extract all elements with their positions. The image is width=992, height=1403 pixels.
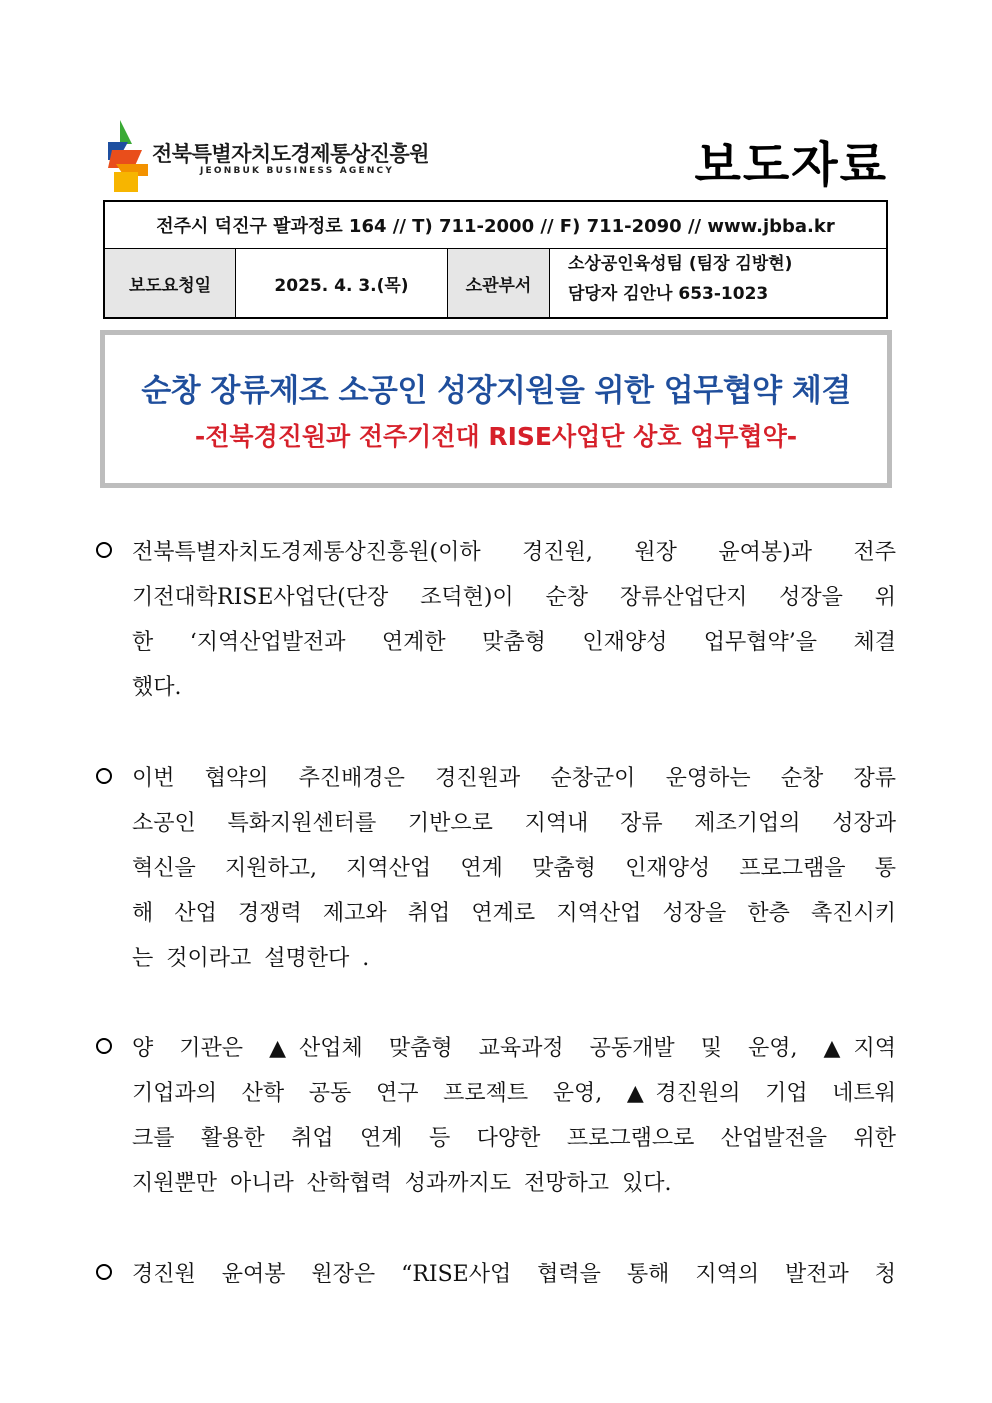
paragraph-line: 기업과의 산학 공동 연구 프로젝트 운영, ▲경진원의 기업 네트워 (132, 1081, 896, 1106)
paragraph-1 (96, 530, 896, 710)
paragraph-line: 이번 협약의 추진배경은 경진원과 순창군이 운영하는 순창 장류 (132, 766, 896, 791)
org-name-english: JEONBUK BUSINESS AGENCY (200, 166, 395, 176)
paragraph-line: 기전대학RISE사업단(단장 조덕현)이 순창 장류산업단지 성장을 위 (132, 585, 896, 610)
department-value (550, 249, 886, 317)
circle-bullet-icon (96, 542, 112, 558)
circle-bullet-icon (96, 1038, 112, 1054)
request-info-row (105, 249, 886, 317)
paragraph-line: 전북특별자치도경제통상진흥원(이하 경진원, 원장 윤여봉)과 전주 (132, 540, 896, 565)
circle-bullet-icon (96, 768, 112, 784)
paragraph-line: 경진원 윤여봉 원장은 “RISE사업 협력을 통해 지역의 발전과 청 (132, 1262, 896, 1287)
paragraph-line: 양 기관은 ▲산업체 맞춤형 교육과정 공동개발 및 운영, ▲지역 (132, 1036, 896, 1061)
headline: 순창 장류제조 소공인 성장지원을 위한 업무협약 체결 (141, 373, 851, 409)
department-team: 소상공인육성팀 (팀장 김방현) (568, 254, 793, 274)
address-row (105, 202, 886, 249)
address-contact-text: 전주시 덕진구 팔과정로 164 // T) 711-2000 // F) 711-2090 // www.jbba.kr (156, 216, 835, 237)
paragraph-line: 혁신을 지원하고, 지역산업 연계 맞춤형 인재양성 프로그램을 통 (132, 856, 896, 881)
paragraph-3 (96, 1026, 896, 1206)
paragraph-line: 는 것이라고 설명한다 . (132, 946, 370, 971)
paragraph-line: 크를 활용한 취업 연계 등 다양한 프로그램으로 산업발전을 위한 (132, 1126, 896, 1151)
paragraph-line: 해 산업 경쟁력 제고와 취업 연계로 지역산업 성장을 한층 촉진시키 (132, 901, 896, 926)
department-label: 소관부서 (448, 249, 550, 317)
contact-info-table (103, 200, 888, 319)
agency-logo (108, 120, 150, 192)
request-date-value: 2025. 4. 3.(목) (236, 249, 448, 317)
paragraph-line: 지원뿐만 아니라 산학협력 성과까지도 전망하고 있다. (132, 1171, 672, 1196)
paragraph-line: 소공인 특화지원센터를 기반으로 지역내 장류 제조기업의 성장과 (132, 811, 896, 836)
headline-box (100, 330, 892, 488)
request-date-label: 보도요청일 (105, 249, 236, 317)
paragraph-4 (96, 1252, 896, 1297)
subheadline: -전북경진원과 전주기전대 RISE사업단 상호 업무협약- (194, 422, 798, 451)
paragraph-2 (96, 756, 896, 981)
paragraph-line: 한 ‘지역산업발전과 연계한 맞춤형 인재양성 업무협약’을 체결 (132, 630, 896, 655)
circle-bullet-icon (96, 1264, 112, 1280)
paragraph-line: 했다. (132, 675, 182, 700)
org-name-korean: 전북특별자치도경제통상진흥원 (152, 142, 430, 166)
document-type-title: 보도자료 (694, 137, 888, 193)
department-contact: 담당자 김안나 653-1023 (568, 284, 769, 304)
